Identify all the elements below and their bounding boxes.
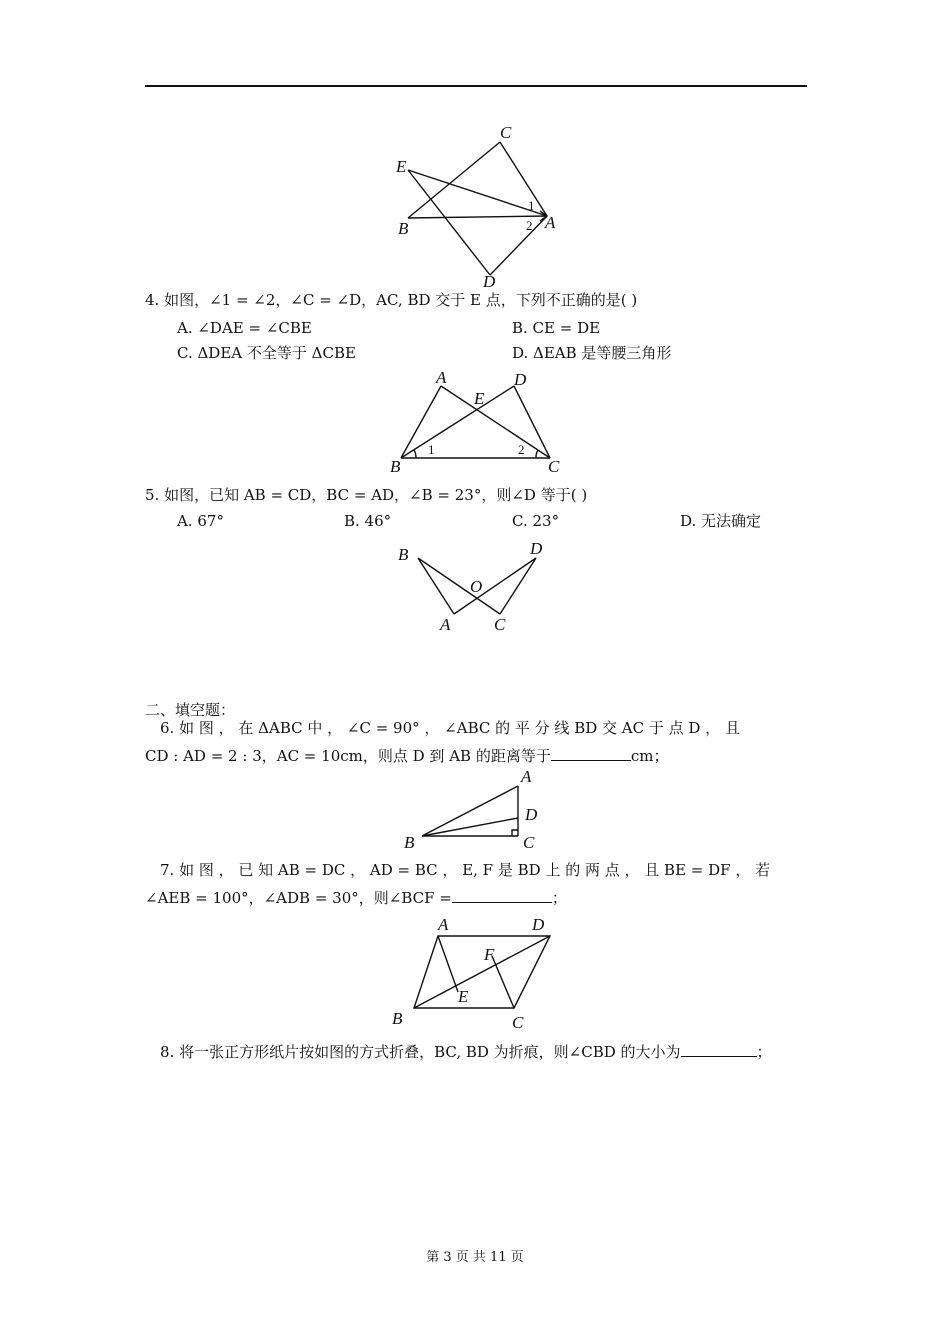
q5-fig2-label-d: D [530,539,543,558]
q5-option-a: A. 67° [177,512,224,530]
q5-option-b: B. 46° [344,512,392,530]
q5-fig2-label-b: B [398,545,409,564]
q5-fig2-label-c: C [494,615,506,634]
q7-label-a: A [438,915,449,934]
q6-line2-text: CD : AD = 2 : 3，AC = 10cm，则点 D 到 AB 的距离等于 [145,747,551,765]
q7-line1: 7. 如 图 ， 已 知 AB = DC ， AD = BC ， E, F 是 BD 上 的 两 点 ， 且 BE = DF ， 若 [160,861,771,879]
q6-line2 [145,746,668,766]
q5-label-d: D [514,370,527,389]
q4-label-a: A [545,213,556,232]
section-title: 二、填空题： [145,701,236,719]
q4-label-c: C [500,123,512,142]
q4-label-1: 1 [528,198,535,213]
q4-option-a: A. ∠DAE = ∠CBE [177,319,312,337]
q6-answer-blank[interactable] [551,746,631,761]
header-rule [145,85,807,87]
q8-text: 8. 将一张正方形纸片按如图的方式折叠，BC, BD 为折痕，则∠CBD 的大小为 [160,1043,681,1061]
q6-line1: 6. 如 图 ， 在 ΔABC 中 ， ∠C = 90° ， ∠ABC 的 平 分 线 BD 交 AC 于 点 D ， 且 [160,719,740,737]
q5-figure [386,370,566,478]
q7-label-d: D [532,915,545,934]
q4-label-d: D [483,272,496,291]
q4-figure [390,120,570,292]
q7-label-c: C [512,1013,524,1030]
q4-label-b: B [398,219,409,238]
q7-line2 [145,888,567,908]
q5-label-b: B [390,457,401,476]
q5-option-d: D. 无法确定 [680,512,762,530]
q7-label-f: F [484,945,495,964]
q7-line2-text: ∠AEB = 100°，∠ADB = 30°，则∠BCF = [145,889,452,907]
q6-label-a: A [521,768,532,786]
q5-fig2-label-a: A [440,615,451,634]
q4-option-c: C. ΔDEA 不全等于 ΔCBE [177,344,356,362]
q5-label-2: 2 [518,442,525,457]
q5-label-a: A [436,370,447,387]
q5-label-c: C [548,457,560,476]
q4-stem: 4. 如图，∠1 = ∠2，∠C = ∠D，AC, BD 交于 E 点，下列不正确的是( ) [145,291,638,309]
q8-end: ； [756,1043,772,1061]
q5-stem: 5. 如图，已知 AB = CD，BC = AD，∠B = 23°，则∠D 等于( ) [145,486,588,504]
q5-label-e: E [474,389,485,408]
q8-answer-blank[interactable] [681,1042,757,1057]
q7-label-e: E [458,987,469,1006]
q7-label-b: B [392,1009,403,1028]
q6-figure [398,768,548,852]
page-footer: 第 3 页 共 11 页 [426,1250,524,1265]
q5-option-c: C. 23° [512,512,560,530]
q7-end: ； [551,889,567,907]
q8-line [160,1042,772,1062]
q6-label-d: D [525,805,538,824]
q4-option-b: B. CE = DE [512,319,601,337]
q5-label-1: 1 [428,442,435,457]
q5-fig2-label-o: O [470,577,483,596]
q6-label-c: C [523,833,535,852]
q7-answer-blank[interactable] [452,888,552,903]
q6-unit: cm； [630,747,669,765]
q4-option-d: D. ΔEAB 是等腰三角形 [512,344,672,362]
q4-label-2: 2 [526,218,533,233]
q7-figure [388,912,558,1030]
q5-figure-2 [396,538,554,640]
q4-label-e: E [396,157,407,176]
q6-label-b: B [404,833,415,852]
